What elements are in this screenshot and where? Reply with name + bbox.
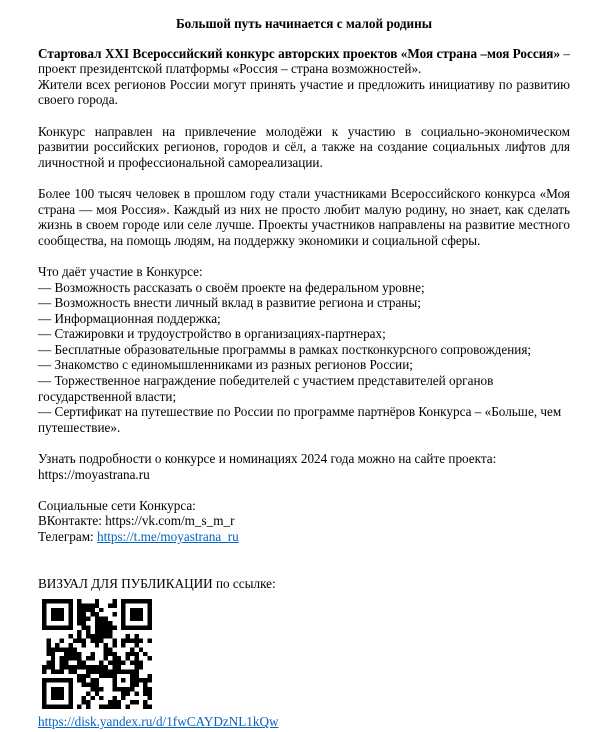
document-title: Большой путь начинается с малой родины bbox=[175, 16, 433, 31]
paragraph-goals: Конкурс направлен на привлечение молодёжи к участию в социально-экономическом развитии российских регионов, городов и сёл, а также на создание социальных лифтов для личностной и профессиональной самореализации. bbox=[38, 123, 570, 170]
qr-code-icon bbox=[42, 599, 152, 709]
list-item: — Знакомство с единомышленниками из разных регионов России; bbox=[38, 357, 413, 373]
list-item: — Информационная поддержка; bbox=[38, 310, 221, 326]
yandex-disk-link[interactable]: https://disk.yandex.ru/d/1fwCAYDzNL1kQw bbox=[38, 714, 279, 730]
intro-line2: Жители всех регионов России могут принять участие и предложить инициативу по развитию своего города. bbox=[38, 76, 570, 108]
tg-label: Телеграм: bbox=[38, 529, 98, 544]
vk-line bbox=[38, 513, 570, 529]
tg-line bbox=[38, 529, 570, 545]
site-url: https://moyastrana.ru bbox=[38, 466, 150, 482]
paragraph-participants: Более 100 тысяч человек в прошлом году стали участниками Всероссийского конкурса «Моя страна — моя Россия». Каждый из них не просто любит малую родину, но знает, как сделать жизнь в своем городе или селе лучше. Проекты участников направлены на развитие местного сообщества, на помощь людям, на поддержку экономики и социальной сферы. bbox=[38, 185, 570, 248]
list-item: — Возможность внести личный вклад в развитие региона и страны; bbox=[38, 295, 421, 311]
intro-paragraph bbox=[38, 46, 570, 77]
intro-rest: – проект президентской платформы «Россия – страна возможностей». bbox=[38, 45, 571, 77]
benefits-list bbox=[38, 280, 570, 436]
list-item: — Бесплатные образовательные программы в рамках постконкурсного сопровождения; bbox=[38, 341, 532, 357]
vk-label: ВКонтакте: bbox=[38, 513, 106, 529]
details-text: Узнать подробности о конкурсе и номинациях 2024 года можно на сайте проекта: bbox=[38, 451, 497, 467]
visual-caption: ВИЗУАЛ ДЛЯ ПУБЛИКАЦИИ по ссылке: bbox=[38, 575, 276, 591]
list-item: — Торжественное награждение победителей с участием представителей органов государственной власти; bbox=[38, 373, 494, 404]
list-item: — Возможность рассказать о своём проекте на федеральном уровне; bbox=[38, 279, 425, 295]
social-heading: Социальные сети Конкурса: bbox=[38, 497, 196, 513]
benefits-heading: Что даёт участие в Конкурсе: bbox=[38, 263, 203, 279]
list-item: — Стажировки и трудоустройство в организациях-партнерах; bbox=[38, 326, 386, 342]
intro-bold: Стартовал XXI Всероссийский конкурс авторских проектов «Моя страна –моя Россия» bbox=[38, 45, 561, 61]
telegram-link[interactable]: https://t.me/moyastrana_ru bbox=[97, 529, 239, 544]
document-page bbox=[38, 16, 570, 730]
list-item: — Сертификат на путешествие по России по программе партнёров Конкурса – «Больше, чем путешествие». bbox=[38, 404, 562, 435]
vk-url: https://vk.com/m_s_m_r bbox=[105, 513, 235, 529]
